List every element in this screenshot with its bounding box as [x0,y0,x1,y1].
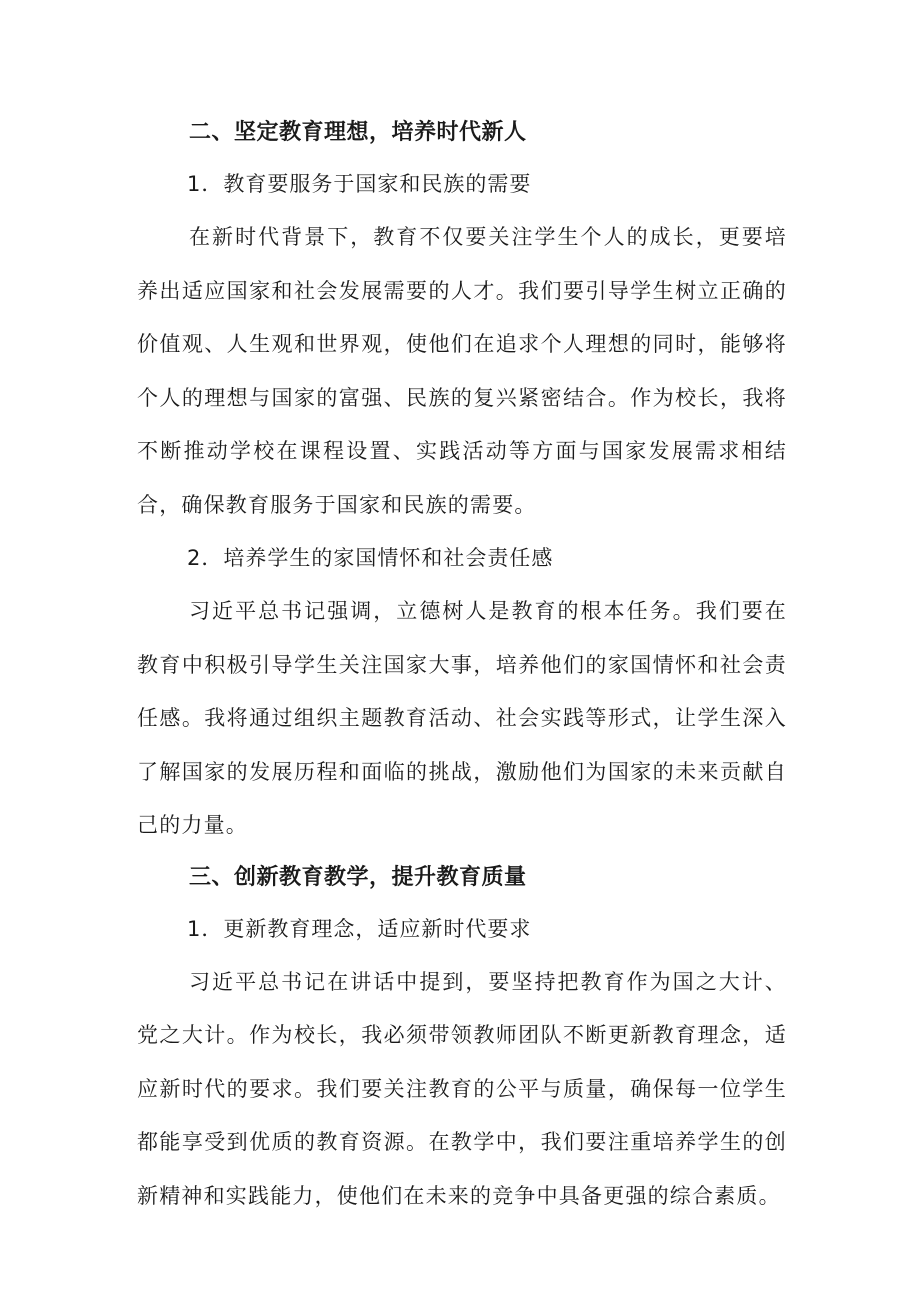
document-content [137,108,787,1223]
body-paragraph: 习近平总书记在讲话中提到，要坚持把教育作为国之大计、党之大计。作为校长，我必须带领教师团队不断更新教育理念，适应新时代的要求。我们要关注教育的公平与质量，确保每一位学生都能享受到优质的教育资源。在教学中，我们要注重培养学生的创新精神和实践能力，使他们在未来的竞争中具备更强的综合素质。 [137,969,787,1208]
subsection-title: 2．培养学生的家国情怀和社会责任感 [187,546,554,570]
body-paragraph: 在新时代背景下，教育不仅要关注学生个人的成长，更要培养出适应国家和社会发展需要的人才。我们要引导学生树立正确的价值观、人生观和世界观，使他们在追求个人理想的同时，能够将个人的理想与国家的富强、民族的复兴紧密结合。作为校长，我将不断推动学校在课程设置、实践活动等方面与国家发展需求相结合，确保教育服务于国家和民族的需要。 [137,225,787,517]
subsection-title: 1．教育要服务于国家和民族的需要 [187,172,532,196]
section-heading: 三、创新教育教学，提升教育质量 [189,864,527,890]
body-paragraph: 习近平总书记强调，立德树人是教育的根本任务。我们要在教育中积极引导学生关注国家大事，培养他们的家国情怀和社会责任感。我将通过组织主题教育活动、社会实践等形式，让学生深入了解国家的发展历程和面临的挑战，激励他们为国家的未来贡献自己的力量。 [137,599,787,837]
section-heading: 二、坚定教育理想，培养时代新人 [189,120,527,145]
subsection-title: 1．更新教育理念，适应新时代要求 [187,916,532,941]
